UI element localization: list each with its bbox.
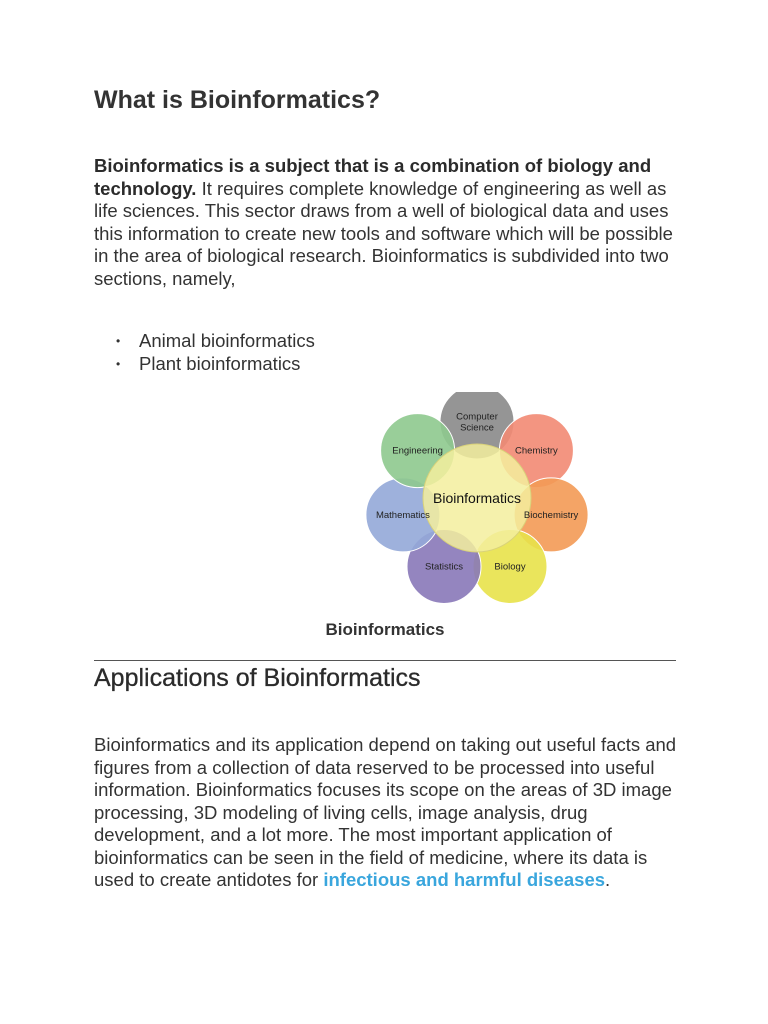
diseases-link[interactable]: infectious and harmful diseases [323,869,606,890]
section-heading: Applications of Bioinformatics [94,664,421,692]
list-item [94,330,315,353]
petal-label-biochemistry: Biochemistry [523,509,579,521]
list-item-label: Animal bioinformatics [139,330,315,351]
petal-label-computer-science: Computer Science [456,411,498,434]
petal-label-mathematics: Mathematics [375,509,430,521]
section-divider [94,660,676,661]
subdivision-list [94,330,315,375]
intro-bold-text: Bioinformatics is a subject that is a combination of biology and technology. [94,155,652,199]
applications-end: . [605,869,611,890]
bullet-icon: • [116,334,121,348]
applications-text: Bioinformatics and its application depend on taking out useful facts and figures from a collection of data reserved to be processed into useful information. Bioinformatics focuses its scope on the areas of 3D image processing, 3D modeling of living cells, image analysis, drug development, and a lot more. The most important application of bioinformatics can be seen in the field of medicine, where its data is used to create antidotes for [94,734,677,890]
applications-paragraph [94,734,684,892]
intro-text: It requires complete knowledge of engineering as well as life sciences. This sector draws from a well of biological data and uses this information to create new tools and software which will be possible in the area of biological research. Bioinformatics is subdivided into two sections, namely, [94,177,673,289]
bullet-icon: • [116,356,121,371]
petal-label-biology: Biology [494,561,526,573]
intro-paragraph [94,155,676,290]
petal-label-chemistry: Chemistry [515,445,558,457]
petal-label-engineering: Engineering [392,445,443,457]
list-item [94,353,315,376]
center-label: Bioinformatics [433,490,521,506]
page-title: What is Bioinformatics? [94,86,381,114]
bioinformatics-diagram [364,392,590,604]
list-item-label: Plant bioinformatics [139,352,301,374]
diagram-caption: Bioinformatics [325,620,445,639]
petal-label-statistics: Statistics [424,561,464,573]
